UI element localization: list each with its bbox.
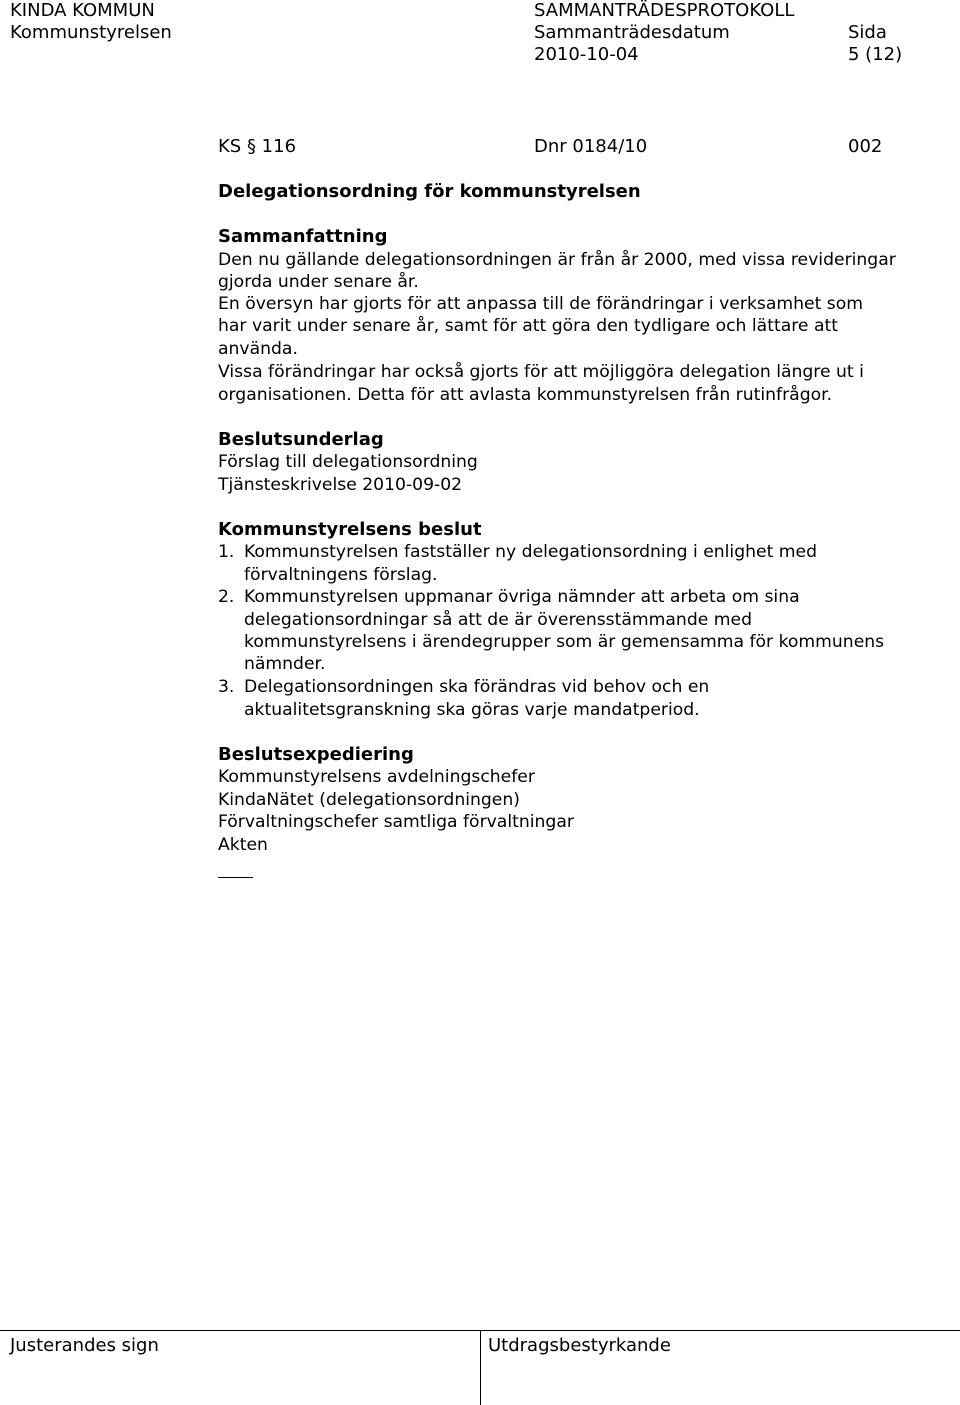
decision-heading: Kommunstyrelsens beslut <box>218 519 482 540</box>
footer-sign-label: Justerandes sign <box>10 1335 159 1356</box>
decision-item-number: 3. <box>218 677 235 697</box>
summary-line: använda. <box>218 339 298 359</box>
case-dnr: Dnr 0184/10 <box>534 136 648 157</box>
dispatch-recipient: Akten <box>218 835 268 855</box>
basis-line: Tjänsteskrivelse 2010-09-02 <box>218 475 463 495</box>
signature-rule <box>218 877 253 878</box>
summary-line: En översyn har gjorts för att anpassa till de förändringar i verksamhet som <box>218 294 864 314</box>
decision-item-line: Kommunstyrelsen uppmanar övriga nämnder att arbeta om sina <box>244 587 800 607</box>
summary-line: Vissa förändringar har också gjorts för att möjliggöra delegation längre ut i <box>218 362 864 382</box>
dispatch-recipient: Kommunstyrelsens avdelningschefer <box>218 767 535 787</box>
footer-certify-label: Utdragsbestyrkande <box>488 1335 671 1356</box>
summary-line: organisationen. Detta för att avlasta kommunstyrelsen från rutinfrågor. <box>218 385 833 405</box>
summary-line: har varit under senare år, samt för att göra den tydligare och lättare att <box>218 316 838 336</box>
decision-item-line: aktualitetsgranskning ska göras varje mandatperiod. <box>244 700 700 720</box>
org-name: KINDA KOMMUN <box>10 0 155 21</box>
meeting-date: 2010-10-04 <box>534 44 639 65</box>
board-name: Kommunstyrelsen <box>10 22 172 43</box>
decision-item-line: kommunstyrelsens i ärendegrupper som är gemensamma för kommunens <box>244 632 885 652</box>
decision-item-number: 1. <box>218 542 235 562</box>
summary-line: Den nu gällande delegationsordningen är från år 2000, med vissa revideringar <box>218 250 896 270</box>
basis-heading: Beslutsunderlag <box>218 429 384 450</box>
page-footer <box>0 1330 960 1405</box>
dispatch-recipient: Förvaltningschefer samtliga förvaltningar <box>218 812 574 832</box>
case-code: 002 <box>848 136 883 157</box>
document-type: SAMMANTRÄDESPROTOKOLL <box>534 0 795 21</box>
decision-item-line: delegationsordningar så att de är överensstämmande med <box>244 610 752 630</box>
decision-item-line: förvaltningens förslag. <box>244 565 438 585</box>
summary-line: gjorda under senare år. <box>218 272 419 292</box>
dispatch-heading: Beslutsexpediering <box>218 744 414 765</box>
decision-item-line: nämnder. <box>244 654 326 674</box>
dispatch-recipient: KindaNätet (delegationsordningen) <box>218 790 520 810</box>
case-title: Delegationsordning för kommunstyrelsen <box>218 181 641 202</box>
decision-item-number: 2. <box>218 587 235 607</box>
case-paragraph: KS § 116 <box>218 136 297 157</box>
summary-heading: Sammanfattning <box>218 226 388 247</box>
decision-item-line: Delegationsordningen ska förändras vid behov och en <box>244 677 710 697</box>
page-label: Sida <box>848 22 887 43</box>
page-number: 5 (12) <box>848 44 903 65</box>
meeting-date-label: Sammanträdesdatum <box>534 22 730 43</box>
basis-line: Förslag till delegationsordning <box>218 452 478 472</box>
footer-divider <box>480 1331 481 1405</box>
decision-item-line: Kommunstyrelsen fastställer ny delegationsordning i enlighet med <box>244 542 818 562</box>
